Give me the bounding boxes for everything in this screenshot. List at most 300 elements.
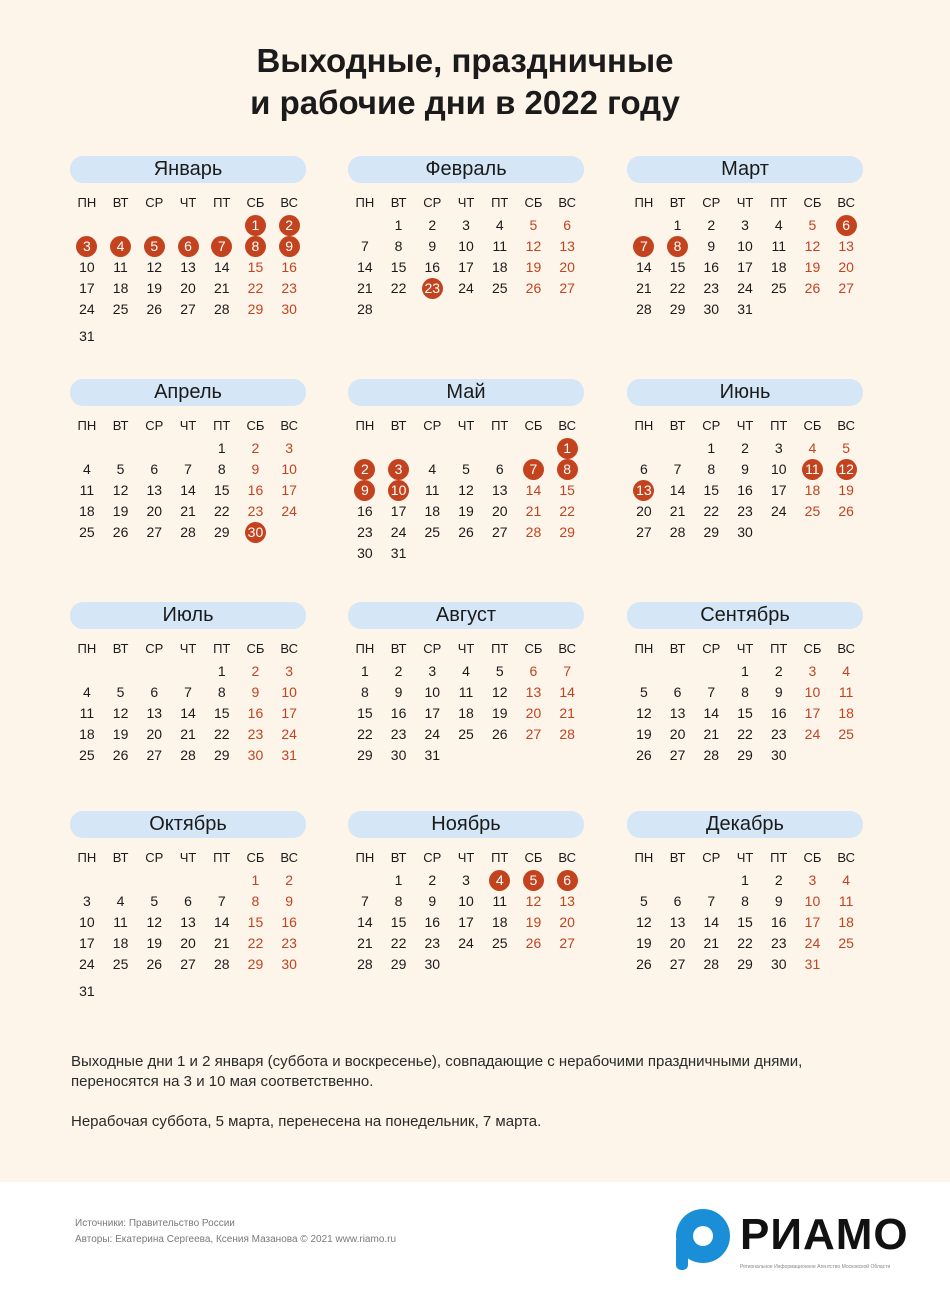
day-cell: 25 [79, 524, 95, 540]
day-cell: 13 [525, 684, 542, 700]
day-cell: 23 [281, 935, 297, 951]
day-cell: 13 [146, 482, 163, 498]
weekday-header-row [627, 416, 863, 436]
day-cell: 1 [741, 872, 749, 888]
week-row [70, 522, 306, 543]
day-cell: 19 [838, 482, 854, 498]
day-cell: 15 [357, 705, 373, 721]
week-row [70, 682, 306, 703]
riamo-logo-icon [672, 1208, 734, 1274]
day-cell: 30 [390, 747, 407, 763]
day-cell: 18 [112, 280, 129, 296]
empty-day [137, 215, 171, 236]
day-cell: 23 [390, 726, 407, 742]
weekday-label: ВТ [112, 641, 129, 656]
page-title [0, 40, 930, 124]
day-cell: 29 [669, 301, 686, 317]
weekday-label: СБ [524, 195, 543, 210]
empty-day [449, 954, 483, 975]
weekday-label: СБ [246, 195, 265, 210]
day-cell: 10 [804, 893, 821, 909]
holiday-marker: 10 [388, 480, 409, 501]
day-cell [171, 236, 205, 257]
week-row [70, 299, 306, 320]
day-cell: 6 [150, 684, 159, 700]
holiday-marker: 5 [523, 870, 544, 891]
day-cell: 16 [357, 503, 373, 519]
empty-day [239, 326, 273, 347]
weekday-label: СБ [803, 850, 822, 865]
day-cell: 28 [669, 524, 686, 540]
month-block [348, 379, 584, 564]
weekday-header-row [70, 848, 306, 868]
holiday-marker: 5 [144, 236, 165, 257]
weekday-label: ЧТ [457, 195, 475, 210]
empty-day [661, 870, 695, 891]
month-block [70, 379, 306, 543]
day-cell: 25 [770, 280, 787, 296]
day-cell: 28 [357, 301, 373, 317]
day-cell: 3 [774, 440, 783, 456]
day-cell: 10 [804, 684, 821, 700]
week-row [348, 236, 584, 257]
note-transfer-january: Выходные дни 1 и 2 января (суббота и воскресенье), совпадающие с нерабочими праздничными днями, переносятся на 3 и 10 мая соответственно. [71, 1053, 803, 1090]
week-row [348, 480, 584, 501]
day-cell: 15 [703, 482, 720, 498]
day-cell: 19 [146, 280, 163, 296]
day-cell: 25 [838, 726, 854, 742]
month-grid [627, 416, 863, 543]
day-cell [382, 459, 416, 480]
month-block [70, 602, 306, 766]
empty-day [449, 745, 483, 766]
day-cell: 27 [559, 935, 575, 951]
day-cell: 20 [146, 503, 163, 519]
week-row [348, 870, 584, 891]
day-cell: 14 [636, 259, 652, 275]
day-cell: 15 [737, 914, 753, 930]
day-cell: 27 [636, 524, 652, 540]
day-cell: 7 [707, 684, 716, 700]
day-cell: 27 [525, 726, 542, 742]
day-cell: 30 [424, 956, 441, 972]
empty-day [627, 438, 661, 459]
empty-day [415, 543, 449, 564]
day-cell: 24 [281, 726, 297, 742]
day-cell: 18 [79, 726, 95, 742]
weekday-label: ПН [77, 418, 97, 433]
empty-day [415, 299, 449, 320]
week-row [627, 215, 863, 236]
empty-day [415, 438, 449, 459]
week-row [70, 870, 306, 891]
day-cell: 27 [180, 956, 196, 972]
month-grid [70, 416, 306, 543]
day-cell: 6 [639, 461, 648, 477]
day-cell: 16 [770, 705, 787, 721]
day-cell: 28 [180, 524, 196, 540]
weekday-label: СР [145, 418, 164, 433]
day-cell: 20 [525, 705, 542, 721]
day-cell: 9 [428, 238, 437, 254]
weekday-label: ВТ [112, 418, 129, 433]
day-cell: 22 [247, 935, 264, 951]
week-row [348, 257, 584, 278]
empty-day [517, 745, 551, 766]
weekday-label: ПН [355, 195, 375, 210]
weekday-label: ВС [558, 418, 576, 433]
day-cell: 16 [737, 482, 753, 498]
day-cell: 24 [770, 503, 787, 519]
day-cell: 28 [703, 956, 720, 972]
day-cell: 26 [804, 280, 821, 296]
day-cell: 10 [424, 684, 441, 700]
empty-day [137, 326, 171, 347]
weekday-label: СР [423, 195, 442, 210]
weekday-label: ПН [634, 418, 654, 433]
weekday-label: СР [423, 641, 442, 656]
day-cell: 13 [180, 914, 196, 930]
day-cell: 28 [357, 956, 373, 972]
day-cell: 6 [673, 684, 682, 700]
weekday-header-row [627, 193, 863, 213]
empty-day [550, 543, 584, 564]
month-block [70, 811, 306, 1002]
day-cell: 13 [559, 893, 575, 909]
week-row [348, 278, 584, 299]
weekday-header-row [627, 848, 863, 868]
day-cell: 29 [737, 956, 753, 972]
day-cell: 11 [458, 684, 474, 700]
day-cell: 31 [804, 956, 821, 972]
day-cell: 9 [774, 893, 783, 909]
empty-day [137, 981, 171, 1002]
week-row [348, 459, 584, 480]
weekday-label: ПТ [213, 850, 231, 865]
day-cell: 12 [146, 259, 163, 275]
day-cell: 1 [741, 663, 749, 679]
week-row [70, 236, 306, 257]
day-cell: 7 [673, 461, 682, 477]
empty-day [70, 870, 104, 891]
week-row [348, 954, 584, 975]
week-row [348, 745, 584, 766]
day-cell: 26 [525, 280, 542, 296]
weekday-label: ВС [837, 850, 855, 865]
empty-day [205, 326, 239, 347]
day-cell: 3 [741, 217, 749, 233]
holiday-marker: 13 [633, 480, 654, 501]
day-cell: 11 [79, 705, 95, 721]
day-cell: 18 [770, 259, 787, 275]
day-cell: 13 [491, 482, 508, 498]
weekday-label: СБ [524, 850, 543, 865]
day-cell: 30 [703, 301, 720, 317]
day-cell: 12 [112, 482, 129, 498]
empty-day [104, 870, 138, 891]
day-cell: 3 [462, 872, 470, 888]
week-row [627, 257, 863, 278]
day-cell: 10 [79, 914, 95, 930]
day-cell: 10 [737, 238, 753, 254]
day-cell: 18 [838, 705, 854, 721]
day-cell: 26 [146, 956, 163, 972]
day-cell: 30 [247, 747, 264, 763]
day-cell: 19 [636, 935, 652, 951]
day-cell [272, 215, 306, 236]
day-cell: 26 [146, 301, 163, 317]
holiday-marker: 6 [836, 215, 857, 236]
month-name: Апрель [70, 379, 306, 406]
weekday-header-row [348, 193, 584, 213]
weekday-label: ВС [558, 641, 576, 656]
month-grid [348, 416, 584, 564]
day-cell: 19 [636, 726, 652, 742]
day-cell: 14 [525, 482, 542, 498]
day-cell: 29 [213, 524, 230, 540]
day-cell [104, 236, 138, 257]
day-cell: 23 [247, 503, 264, 519]
title-line-2: и рабочие дни в 2022 году [250, 84, 680, 121]
holiday-marker: 4 [489, 870, 510, 891]
day-cell: 22 [737, 935, 753, 951]
day-cell: 9 [251, 684, 260, 700]
note-transfer-march: Нерабочая суббота, 5 марта, перенесена на понедельник, 7 марта. [71, 1113, 542, 1130]
day-cell: 7 [360, 238, 369, 254]
day-cell: 29 [737, 747, 753, 763]
weekday-label: ЧТ [736, 850, 754, 865]
month-name: Сентябрь [627, 602, 863, 629]
day-cell: 28 [636, 301, 652, 317]
month-grid [348, 193, 584, 320]
week-row [627, 459, 863, 480]
day-cell: 8 [217, 684, 226, 700]
day-cell: 2 [707, 217, 716, 233]
day-cell: 5 [116, 461, 125, 477]
empty-day [104, 326, 138, 347]
day-cell: 20 [180, 935, 196, 951]
weekday-header-row [70, 193, 306, 213]
holiday-marker: 3 [388, 459, 409, 480]
weekday-label: ВС [280, 850, 298, 865]
weekday-label: ПТ [213, 418, 231, 433]
day-cell: 16 [770, 914, 787, 930]
day-cell: 28 [180, 747, 196, 763]
weekday-label: СР [145, 195, 164, 210]
day-cell: 8 [217, 461, 226, 477]
weekday-label: ПТ [491, 641, 509, 656]
month-name: Февраль [348, 156, 584, 183]
week-row [627, 703, 863, 724]
day-cell: 31 [79, 328, 95, 344]
week-row [70, 278, 306, 299]
empty-day [104, 981, 138, 1002]
holiday-marker: 1 [245, 215, 266, 236]
empty-day [137, 438, 171, 459]
week-row [627, 522, 863, 543]
week-row [627, 682, 863, 703]
week-row [70, 724, 306, 745]
day-cell: 17 [424, 705, 441, 721]
weekday-label: СБ [524, 418, 543, 433]
week-row [627, 480, 863, 501]
riamo-logo[interactable] [672, 1208, 909, 1278]
day-cell: 12 [458, 482, 474, 498]
week-row [70, 745, 306, 766]
holiday-marker: 6 [178, 236, 199, 257]
day-cell [627, 236, 661, 257]
day-cell: 2 [285, 872, 294, 888]
holiday-marker: 2 [354, 459, 375, 480]
week-row [627, 870, 863, 891]
day-cell: 20 [180, 280, 196, 296]
day-cell: 15 [213, 482, 230, 498]
day-cell: 19 [112, 726, 129, 742]
day-cell: 23 [357, 524, 373, 540]
empty-day [694, 661, 728, 682]
day-cell: 27 [491, 524, 508, 540]
month-block [348, 156, 584, 320]
day-cell: 30 [357, 545, 373, 561]
day-cell: 8 [394, 238, 403, 254]
day-cell: 15 [247, 914, 264, 930]
empty-day [348, 438, 382, 459]
day-cell: 24 [424, 726, 441, 742]
day-cell [239, 236, 273, 257]
holiday-marker: 30 [245, 522, 266, 543]
day-cell: 10 [458, 893, 474, 909]
day-cell: 7 [707, 893, 716, 909]
month-block [348, 602, 584, 766]
weekday-label: ПН [634, 850, 654, 865]
day-cell: 10 [281, 684, 297, 700]
weekday-label: СР [423, 418, 442, 433]
day-cell: 8 [360, 684, 369, 700]
weekday-label: ПТ [491, 418, 509, 433]
day-cell: 23 [770, 935, 787, 951]
day-cell [239, 215, 273, 236]
empty-day [272, 981, 306, 1002]
day-cell: 11 [79, 482, 95, 498]
weekday-label: СБ [524, 641, 543, 656]
day-cell: 17 [458, 914, 474, 930]
weekday-label: СБ [246, 850, 265, 865]
day-cell: 4 [842, 872, 851, 888]
day-cell: 7 [360, 893, 369, 909]
logo-wordmark: РИАМО [740, 1210, 909, 1259]
weekday-label: ПН [77, 641, 97, 656]
empty-day [627, 661, 661, 682]
empty-day [70, 438, 104, 459]
day-cell: 27 [146, 747, 163, 763]
holiday-marker: 7 [523, 459, 544, 480]
month-name: Март [627, 156, 863, 183]
month-grid [627, 639, 863, 766]
day-cell: 11 [838, 684, 854, 700]
day-cell [348, 459, 382, 480]
day-cell: 12 [112, 705, 129, 721]
day-cell: 21 [357, 280, 373, 296]
day-cell: 11 [113, 914, 128, 930]
empty-day [550, 299, 584, 320]
day-cell: 9 [251, 461, 260, 477]
day-cell: 4 [462, 663, 470, 679]
empty-day [483, 745, 517, 766]
day-cell: 20 [669, 726, 686, 742]
day-cell: 18 [491, 914, 508, 930]
day-cell: 16 [424, 259, 441, 275]
day-cell: 5 [462, 461, 470, 477]
day-cell: 17 [281, 482, 297, 498]
month-grid [70, 639, 306, 766]
empty-day [661, 661, 695, 682]
day-cell: 6 [673, 893, 682, 909]
weekday-label: ВТ [669, 195, 686, 210]
day-cell: 27 [838, 280, 854, 296]
day-cell [796, 459, 830, 480]
day-cell: 2 [741, 440, 749, 456]
day-cell: 5 [808, 217, 817, 233]
month-grid [627, 193, 863, 320]
day-cell: 24 [458, 935, 474, 951]
week-row [70, 661, 306, 682]
holiday-marker: 8 [245, 236, 266, 257]
day-cell [348, 480, 382, 501]
day-cell: 3 [808, 663, 817, 679]
day-cell: 29 [213, 747, 230, 763]
day-cell: 25 [491, 280, 508, 296]
weekday-label: ЧТ [736, 418, 754, 433]
day-cell: 5 [639, 684, 648, 700]
day-cell: 14 [703, 914, 720, 930]
empty-day [70, 215, 104, 236]
empty-day [449, 543, 483, 564]
holiday-marker: 6 [557, 870, 578, 891]
day-cell: 3 [428, 663, 437, 679]
empty-day [382, 299, 416, 320]
weekday-label: СБ [803, 418, 822, 433]
weekday-label: ЧТ [457, 641, 475, 656]
weekday-label: СР [702, 641, 721, 656]
weekday-header-row [627, 639, 863, 659]
day-cell: 22 [703, 503, 720, 519]
logo-subtitle: Региональное Информационное Агентство Московской Области [740, 1264, 891, 1270]
day-cell: 14 [357, 259, 373, 275]
week-row [70, 438, 306, 459]
weekday-header-row [70, 639, 306, 659]
empty-day [796, 745, 830, 766]
day-cell: 9 [707, 238, 716, 254]
day-cell: 16 [424, 914, 441, 930]
day-cell: 3 [82, 893, 91, 909]
empty-day [661, 438, 695, 459]
empty-day [171, 326, 205, 347]
day-cell: 14 [180, 482, 196, 498]
day-cell: 20 [146, 726, 163, 742]
empty-day [171, 870, 205, 891]
empty-day [137, 661, 171, 682]
week-row [348, 501, 584, 522]
weekday-label: СР [145, 850, 164, 865]
weekday-label: ВТ [669, 850, 686, 865]
day-cell: 27 [146, 524, 163, 540]
day-cell: 30 [737, 524, 753, 540]
day-cell: 28 [559, 726, 575, 742]
day-cell [205, 236, 239, 257]
weekday-label: ПТ [770, 195, 788, 210]
footer [0, 1182, 950, 1300]
day-cell: 8 [251, 893, 260, 909]
